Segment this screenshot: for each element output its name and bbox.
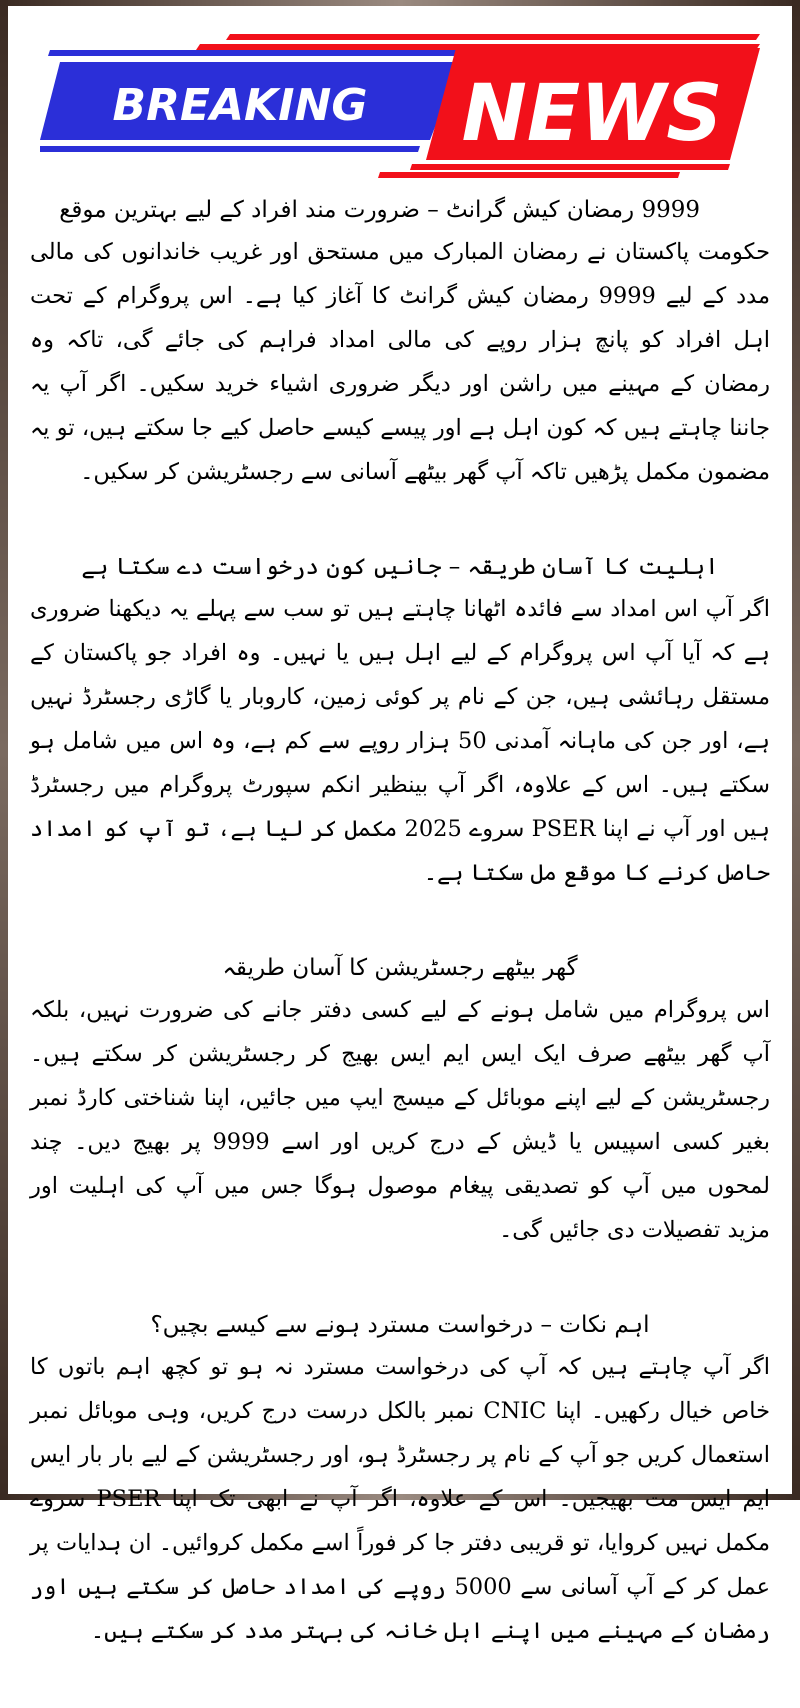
- frame-top-border: [0, 0, 800, 6]
- section-4-paragraph: اگر آپ چاہتے ہیں کہ آپ کی درخواست مسترد نہ ہو تو کچھ اہم باتوں کا خاص خیال رکھیں۔ اپنا CNIC نمبر بالکل درست درج کریں، وہی موبائل نمبر استعمال کریں جو آپ کے نام پر رجسٹرڈ ہو، اور رجسٹریشن کے لیے بار بار ایس ایم ایس مت بھیجیں۔ اس کے علاوہ، اگر آپ نے ابھی تک اپنا PSER سروے مکمل نہیں کروایا، تو قریبی دفتر جا کر فوراً اسے مکمل کروائیں۔ ان ہدایات پر عمل کر کے آپ آسانی سے 5000 روپے کی امداد حاصل کر سکتے ہیں اور رمضان کے مہینے میں اپنے اہل خانہ کی بہتر مدد کر سکتے ہیں۔: [30, 1354, 770, 1644]
- article-section-3: [30, 950, 770, 1252]
- section-4-heading: اہم نکات – درخواست مسترد ہونے سے کیسے بچیں؟: [150, 1312, 650, 1338]
- frame-left-border: [0, 0, 8, 1500]
- section-3-heading: گھر بیٹھے رجسٹریشن کا آسان طریقہ: [222, 955, 578, 981]
- section-1-heading: 9999 رمضان کیش گرانٹ – ضرورت مند افراد کے لیے بہترین موقع: [59, 197, 700, 223]
- section-2-paragraph: اگر آپ اس امداد سے فائدہ اٹھانا چاہتے ہیں تو سب سے پہلے یہ دیکھنا ضروری ہے کہ آیا آپ اس پروگرام کے لیے اہل ہیں یا نہیں۔ وہ افراد جو پاکستان کے مستقل رہائشی ہیں، جن کے نام پر کوئی زمین، کاروبار یا گاڑی رجسٹرڈ نہیں ہے، اور جن کی ماہانہ آمدنی 50 ہزار روپے سے کم ہے، وہ اس میں شامل ہو سکتے ہیں۔ اس کے علاوہ، اگر آپ بینظیر انکم سپورٹ پروگرام میں رجسٹرڈ ہیں اور آپ نے اپنا PSER سروے 2025 مکمل کر لیا ہے، تو آپ کو امداد حاصل کرنے کا موقع مل سکتا ہے۔: [30, 596, 770, 886]
- breaking-news-banner: [40, 28, 760, 178]
- red-stripe-bottom-2: [378, 172, 680, 178]
- breaking-news-graphic: [40, 28, 760, 178]
- red-stripe-top-1: [226, 34, 760, 40]
- red-stripe-bottom-1: [410, 164, 730, 170]
- section-1-paragraph: حکومت پاکستان نے رمضان المبارک میں مستحق اور غریب خاندانوں کی مالی مدد کے لیے 9999 رمضان کیش گرانٹ کا آغاز کیا ہے۔ اس پروگرام کے تحت اہل افراد کو پانچ ہزار روپے کی مالی امداد فراہم کی جائے گی، تاکہ وہ رمضان کے مہینے میں راشن اور دیگر ضروری اشیاء خرید سکیں۔ اگر آپ یہ جاننا چاہتے ہیں کہ کون اہل ہے اور پیسے کیسے حاصل کیے جا سکتے ہیں، تو یہ مضمون مکمل پڑھیں تاکہ آپ گھر بیٹھے آسانی سے رجسٹریشن کر سکیں۔: [30, 239, 771, 485]
- article-section-2: [30, 549, 770, 895]
- section-3-paragraph: اس پروگرام میں شامل ہونے کے لیے کسی دفتر جانے کی ضرورت نہیں، بلکہ آپ گھر بیٹھے صرف ایک ایس ایم ایس بھیج کر رجسٹریشن کر سکتے ہیں۔ رجسٹریشن کے لیے اپنے موبائل کے میسج ایپ میں جائیں، اپنا شناختی کارڈ نمبر بغیر کسی اسپیس یا ڈیش کے درج کریں اور اسے 9999 پر بھیج دیں۔ چند لمحوں میں آپ کو تصدیقی پیغام موصول ہوگا جس میں آپ کی اہلیت اور مزید تفصیلات دی جائیں گی۔: [30, 997, 770, 1243]
- banner-word-breaking: BREAKING: [112, 80, 368, 131]
- blue-stripe-top: [48, 50, 460, 56]
- section-2-heading: اہلیت کا آسان طریقہ – جانیں کون درخواست دے سکتا ہے: [81, 554, 719, 580]
- article-section-1: [30, 192, 770, 494]
- blue-stripe-bottom: [40, 146, 420, 152]
- article-body: [30, 192, 770, 1708]
- article-section-4: [30, 1307, 770, 1653]
- frame-right-border: [792, 0, 800, 1500]
- banner-word-news: NEWS: [461, 69, 723, 159]
